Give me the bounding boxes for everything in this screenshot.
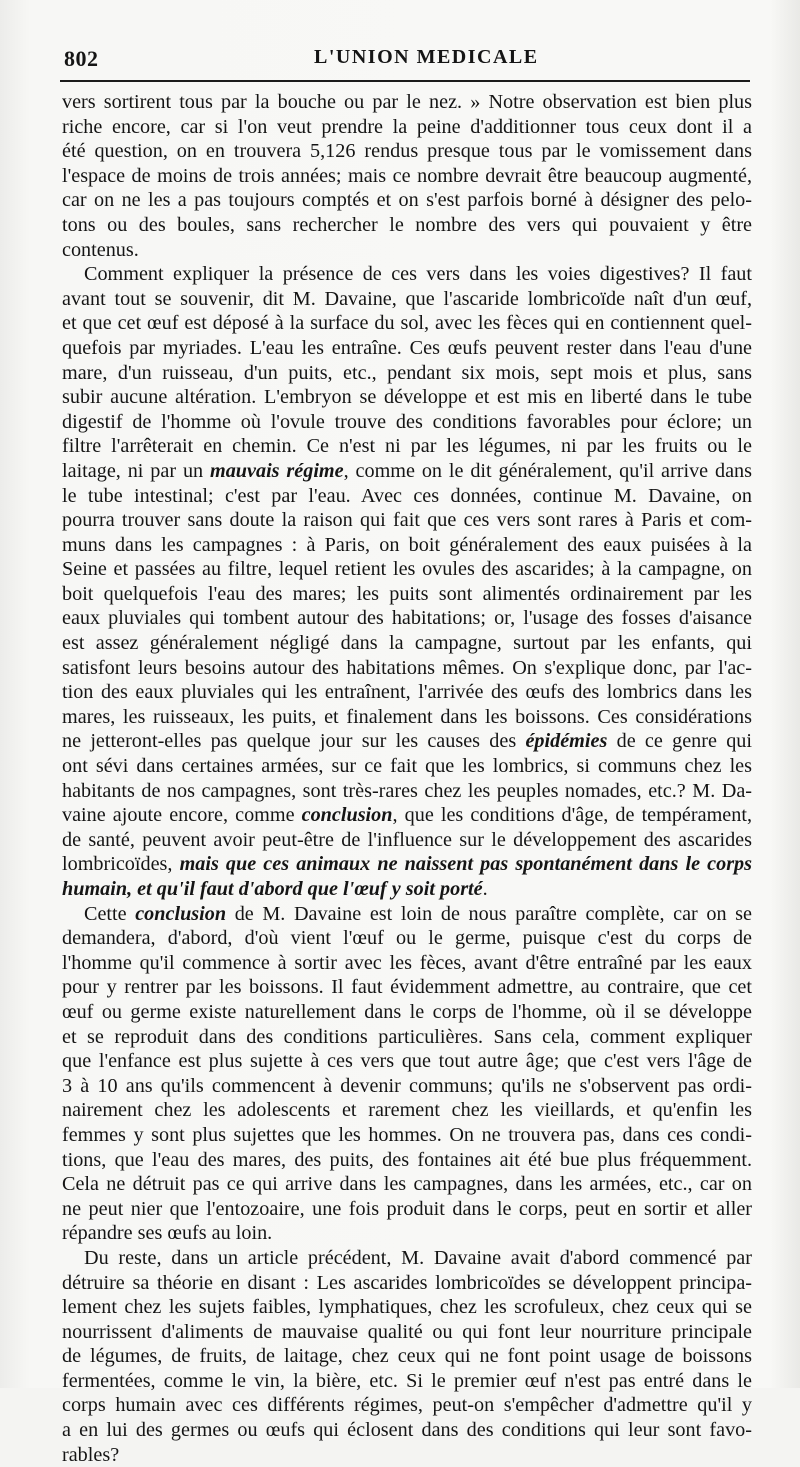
text-line: eaux pluviales qui tombent autour des habitations; or, l'usage des fosses d'aisance <box>62 607 752 630</box>
text-line: de santé, peuvent avoir peut-être de l'influence sur le développement des ascarides <box>62 828 752 851</box>
text-line: laitage, ni par un mauvais régime, comme on le dit généralement, qu'il arrive dans <box>62 459 752 482</box>
text-line: nairement chez les adolescents et rarement chez les vieillards, et qu'enfin les <box>62 1099 752 1122</box>
text-line: habitants de nos campagnes, sont très-rares chez les peuples nomades, etc.? M. Da- <box>62 779 752 802</box>
text-line: que l'enfance est plus sujette à ces vers que tout autre âge; que c'est vers l'âge de <box>62 1050 752 1073</box>
text-line: muns dans les campagnes : à Paris, on boit généralement des eaux puisées à la <box>62 533 752 556</box>
text-line: nourrissent d'aliments de mauvaise qualité ou qui font leur nourriture principale <box>62 1320 752 1343</box>
body-text <box>62 90 752 1467</box>
text-line: mares, les ruisseaux, les puits, et finalement dans les boissons. Ces considérations <box>62 705 752 728</box>
header-rule <box>60 80 750 82</box>
text-line: l'espace de moins de trois années; mais ce nombre devrait être beaucoup augmenté, <box>62 164 752 187</box>
text-line: l'homme qu'il commence à sortir avec les fèces, avant d'être entraîné par les eaux <box>62 951 752 974</box>
text-line: filtre l'arrêterait en chemin. Ce n'est ni par les légumes, ni par les fruits ou le <box>62 435 752 458</box>
text-line: Comment expliquer la présence de ces vers dans les voies digestives? Il faut <box>84 263 752 286</box>
text-line: tons ou des boules, sans rechercher le nombre des vers qui pouvaient y être <box>62 213 752 236</box>
text-line: corps humain avec ces différents régimes, peut-on s'empêcher d'admettre qu'il y <box>62 1394 752 1417</box>
text-line: pour y rentrer par les boissons. Il faut évidemment admettre, au contraire, que cet <box>62 976 752 999</box>
paragraph-4 <box>62 1246 752 1467</box>
text-line: contenus. <box>62 238 139 261</box>
page-header <box>60 44 750 74</box>
text-line: de légumes, de fruits, de laitage, chez ceux qui ne font point usage de boissons <box>62 1345 752 1368</box>
text-line: riche encore, car si l'on veut prendre la peine d'additionner tous ceux dont il a <box>62 115 752 138</box>
text-line: tion des eaux pluviales qui les entraînent, l'arrivée des œufs des lombrics dans les <box>62 681 752 704</box>
paragraph-3 <box>62 902 752 1246</box>
text-line: mare, d'un ruisseau, d'un puits, etc., pendant six mois, sept mois et plus, sans <box>62 361 752 384</box>
text-line: été question, on en trouvera 5,126 rendus presque tous par le vomissement dans <box>62 140 752 163</box>
text-line: Cette conclusion de M. Davaine est loin de nous paraître complète, car on se <box>84 902 752 925</box>
text-line: boit quelquefois l'eau des mares; les puits sont alimentés ordinairement par les <box>62 582 752 605</box>
text-line: vers sortirent tous par la bouche ou par le nez. » Notre observation est bien plus <box>62 91 752 113</box>
text-line: 3 à 10 ans qu'ils commencent à devenir communs; qu'ils ne s'observent pas ordi- <box>62 1074 752 1097</box>
text-line: le tube intestinal; c'est par l'eau. Avec ces données, continue M. Davaine, on <box>62 484 752 507</box>
text-line: pourra trouver sans doute la raison qui fait que ces vers sont rares à Paris et com- <box>62 509 752 532</box>
text-line: subir aucune altération. L'embryon se développe et est mis en liberté dans le tube <box>62 386 752 409</box>
text-line: Du reste, dans un article précédent, M. Davaine avait d'abord commencé par <box>84 1246 752 1269</box>
text-line: digestif de l'homme où l'ovule trouve des conditions favorables pour éclore; un <box>62 410 752 433</box>
text-line: rables? <box>62 1443 120 1466</box>
text-line: vaine ajoute encore, comme conclusion, que les conditions d'âge, de tempérament, <box>62 804 752 827</box>
page-number: 802 <box>64 46 99 71</box>
text-line: lombricoïdes, mais que ces animaux ne naissent pas spontanément dans le corps <box>62 853 752 876</box>
text-line: femmes y sont plus sujettes que les hommes. On ne trouvera pas, dans ces condi- <box>62 1123 752 1146</box>
text-line: et que cet œuf est déposé à la surface du sol, avec les fèces qui en contiennent quel- <box>62 312 752 335</box>
text-line: satisfont leurs besoins autour des habitations mêmes. On s'explique donc, par l'ac- <box>62 656 752 679</box>
text-line: demandera, d'abord, d'où vient l'œuf ou le germe, puisque c'est du corps de <box>62 927 752 950</box>
text-line: est assez généralement négligé dans la campagne, surtout par les enfants, qui <box>62 632 752 655</box>
text-line: humain, et qu'il faut d'abord que l'œuf y soit porté. <box>62 878 488 900</box>
text-line: ont sévi dans certaines armées, sur ce fait que les lombrics, si communs chez les <box>62 755 752 778</box>
running-title: L'UNION MEDICALE <box>314 46 539 68</box>
text-line: ne jetteront-elles pas quelque jour sur les causes des épidémies de ce genre qui <box>62 730 752 753</box>
text-line: Cela ne détruit pas ce qui arrive dans les campagnes, dans les armées, etc., car on <box>62 1173 752 1196</box>
text-line: ne peut nier que l'entozoaire, une fois produit dans le corps, peut en sortir et aller <box>62 1197 752 1220</box>
text-line: lement chez les sujets faibles, lymphatiques, chez les scrofuleux, chez ceux qui se <box>62 1296 752 1319</box>
text-line: quefois par myriades. L'eau les entraîne. Ces œufs peuvent rester dans l'eau d'une <box>62 336 752 359</box>
text-line: répandre ses œufs au loin. <box>62 1222 273 1245</box>
text-line: avant tout se souvenir, dit M. Davaine, que l'ascaride lombricoïde naît d'un œuf, <box>62 287 752 310</box>
text-line: tions, que l'eau des mares, des puits, des fontaines ait été bue plus fréquemment. <box>62 1148 752 1171</box>
text-line: fermentées, comme le vin, la bière, etc. Si le premier œuf n'est pas entré dans le <box>62 1369 752 1392</box>
text-line: et se reproduit dans des conditions particulières. Sans cela, comment expliquer <box>62 1025 752 1048</box>
text-line: œuf ou germe existe naturellement dans le corps de l'homme, où il se développe <box>62 1000 752 1023</box>
text-line: a en lui des germes ou œufs qui éclosent dans des conditions qui leur sont favo- <box>62 1419 752 1442</box>
paragraph-1 <box>62 90 752 262</box>
paragraph-2 <box>62 262 752 901</box>
text-line: Seine et passées au filtre, lequel retient les ovules des ascarides; à la campagne, on <box>62 558 752 581</box>
text-line: détruire sa théorie en disant : Les ascarides lombricoïdes se développent principa- <box>62 1271 752 1294</box>
text-line: car on ne les a pas toujours comptés et on s'est parfois borné à désigner des pelo- <box>62 189 752 212</box>
